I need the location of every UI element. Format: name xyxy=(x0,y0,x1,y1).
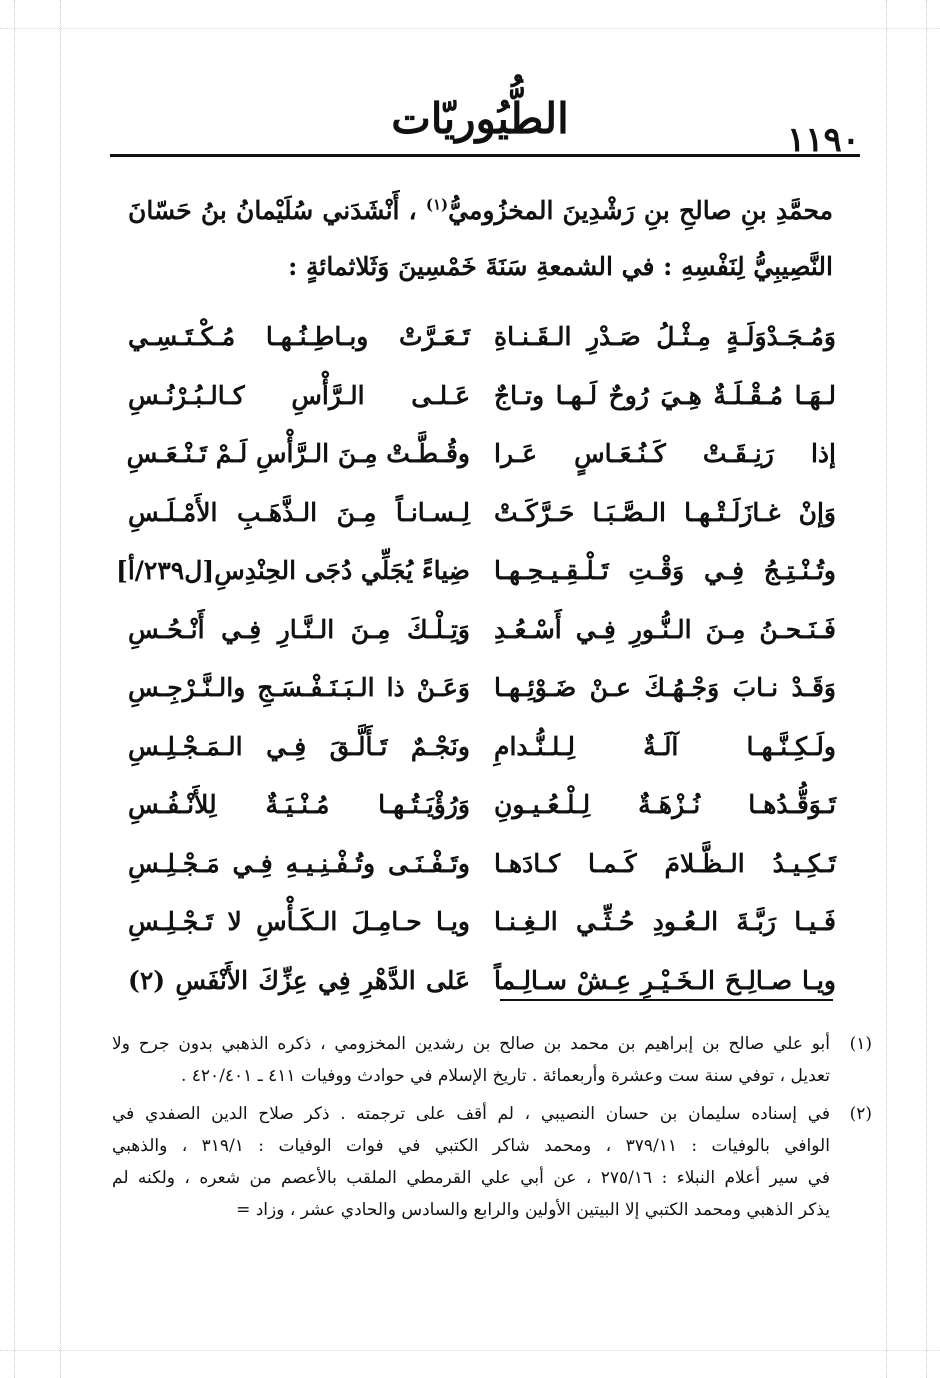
verse-second-hemistich: وَعَـنْ ذا الـبَـنَـفْـسَـجِ والـنَّـرْجِـسِ xyxy=(128,673,470,702)
verse-second-hemistich: وَتِـلْـكَ مِـنَ الـنَّـارِ فِـي أَنْـحُـسِ xyxy=(128,614,470,644)
footnote-number: (٢) xyxy=(849,1104,872,1124)
verse-second-hemistich: لِـسـانـاً مِـنَ الـذَّهَـبِ الأَمْـلَـسِ xyxy=(128,497,470,527)
prose-line-1 xyxy=(128,183,833,239)
poem-verse xyxy=(128,659,836,718)
prose-line-2: النَّصِيبِيُّ لِنَفْسِهِ : في الشمعةِ سَنَةَ خَمْسِينَ وَثَلاثمائةٍ : xyxy=(288,252,833,281)
scan-guide-line xyxy=(0,28,940,29)
verse-first-hemistich: وتُـنْـتِـجُ فِـي وَقْـتِ تَـلْـقِـيـحِـهـا xyxy=(494,556,836,585)
poem-verse xyxy=(116,542,836,601)
footnote-line: تعديل ، توفي سنة ست وعشرة وأربعمائة . تاريخ الإسلام في حوادث ووفيات ٤١١ ـ ٤٢٠/٤٠١ . xyxy=(180,1066,830,1086)
poem xyxy=(116,308,836,1010)
verse-first-hemistich: تَـكِـيـدُ الـظَّـلامَ كَـمـا كـادَهـا xyxy=(494,848,836,878)
footnote-line: في إسناده سليمان بن حسان النصيبي ، لم أقف على ترجمته . ذكر صلاح الدين الصفدي في xyxy=(112,1104,830,1124)
poem-verse xyxy=(128,367,836,426)
verse-first-hemistich: إذا رَنِـقَـتْ كَـنُـعَـاسٍ عَـرا xyxy=(494,439,836,468)
page-header xyxy=(110,92,860,162)
prose-text: محمَّدِ بنِ صالحِ بنِ رَشْدِينَ المخزُوميُّ xyxy=(448,196,833,225)
footnote-line: يذكر الذهبي ومحمد الكتبي إلا البيتين الأولين والرابع والسادس والحادي عشر ، وزاد = xyxy=(236,1200,830,1220)
poem-verse xyxy=(128,425,836,484)
verse-second-hemistich: ضِياءً يُجَلِّي دُجَى الحِنْدِسِ[ل٢٣٩/أ] xyxy=(116,556,470,585)
verse-second-hemistich: عَلى الدَّهْرِ فِي عِزِّكَ الأَنْفَسِ (٢) xyxy=(128,965,470,995)
footnote-ref-1: (١) xyxy=(425,195,449,214)
poem-verse xyxy=(128,952,836,1011)
poem-verse xyxy=(128,835,836,894)
header-rule xyxy=(110,154,860,157)
verse-first-hemistich: وَقَـدْ نـابَ وَجْـهُـكَ عـنْ ضَـوْئِـهـا xyxy=(494,673,836,702)
poem-verse xyxy=(128,601,836,660)
footnote-line: الوافي بالوفيات : ٣٧٩/١١ ، ومحمد شاكر الكتبي في فوات الوفيات : ٣١٩/١ ، والذهبي xyxy=(112,1136,830,1156)
verse-second-hemistich: وقُـطَّـتْ مِـنَ الـرَّأْسِ لَـمْ تَـنْـعَـسِ xyxy=(126,439,470,468)
prose-paragraph xyxy=(128,183,833,295)
verse-first-hemistich: فَـنَـحـنُ مِـنَ الـنُّـورِ فِـي أَسْـعُـدِ xyxy=(494,614,836,644)
verse-first-hemistich: تَـوَقُّـدُهـا نُـزْهَـةٌ لِـلْـعُـيـونِ xyxy=(494,790,836,819)
poem-verse xyxy=(128,308,836,367)
verse-second-hemistich: وَرُؤْيَـتُـهـا مُـنْـيَـةٌ لِلأَنْـفُـسِ xyxy=(128,790,470,819)
scan-guide-line xyxy=(60,0,61,1378)
footnotes xyxy=(112,1028,872,1232)
page-number: ١١٩٠ xyxy=(786,120,860,160)
footnote-separator xyxy=(500,999,833,1001)
poem-verse xyxy=(128,484,836,543)
verse-second-hemistich: ويـا حـامِـلَ الـكَـأْسِ لا تَـجْـلِـسِ xyxy=(128,907,470,936)
scan-guide-line xyxy=(0,1350,940,1351)
verse-first-hemistich: فَـيـا رَبَّـةَ الـعُـودِ حُـثِّـي الـغِـنـا xyxy=(494,907,836,936)
footnote-1 xyxy=(112,1028,872,1092)
footnote-line: في سير أعلام النبلاء : ٢٧٥/١٦ ، عن أبي علي القرمطي الملقب بالأعصم من شعره ، ولكنه لم xyxy=(112,1168,830,1188)
verse-first-hemistich: وَإنْ غـازَلَـتْـهـا الـصَّـبَـا حَـرَّكَـتْ xyxy=(494,497,836,527)
verse-second-hemistich: ونَجْـمٌ تَـأَلَّـقَ فِـي الـمَـجْـلِـسِ xyxy=(128,731,470,761)
verse-second-hemistich: عَـلـى الـرَّأْسِ كـالـبُـرْنُـسِ xyxy=(128,380,470,410)
footnote-2 xyxy=(112,1098,872,1226)
footnote-line: أبو علي صالح بن إبراهيم بن محمد بن صالح بن رشدين المخزومي ، ذكره الذهبي بدون جرح ولا xyxy=(112,1034,830,1054)
prose-text: ، أَنْشَدَني سُلَيْمانُ بنُ حَسّانَ xyxy=(128,196,417,225)
scan-guide-line xyxy=(886,0,887,1378)
poem-verse xyxy=(128,893,836,952)
verse-first-hemistich: ولَـكِـنَّـهـا آلَـةٌ لِـلـنُّـدامِ xyxy=(494,731,836,761)
verse-first-hemistich: لـهَـا مُـقْـلَـةٌ هِـيَ رُوحٌ لَـهـا وتـاجٌ xyxy=(494,380,836,410)
verse-first-hemistich: وَمُـجَـدْوَلَـةٍ مِـثْـلُ صَـدْرِ الـقَـنـاةِ xyxy=(494,322,836,351)
poem-verse xyxy=(128,776,836,835)
scan-guide-line xyxy=(926,0,927,1378)
scan-guide-line xyxy=(14,0,15,1378)
poem-verse xyxy=(128,718,836,777)
footnote-number: (١) xyxy=(849,1034,872,1054)
running-title: الطُّيُوريّات xyxy=(391,94,569,143)
verse-second-hemistich: وتَـفْـنَـى وتُـفْـنِـيـهِ فِـي مَـجْـلِـسِ xyxy=(128,848,470,878)
verse-second-hemistich: تَـعَـرَّتْ وبـاطِـنُـهـا مُـكْـتَـسِـي xyxy=(128,322,470,351)
verse-first-hemistich: ويـا صـالِـحَ الـخَـيْـرِ عِـشْ سـالِـماً xyxy=(494,965,836,995)
